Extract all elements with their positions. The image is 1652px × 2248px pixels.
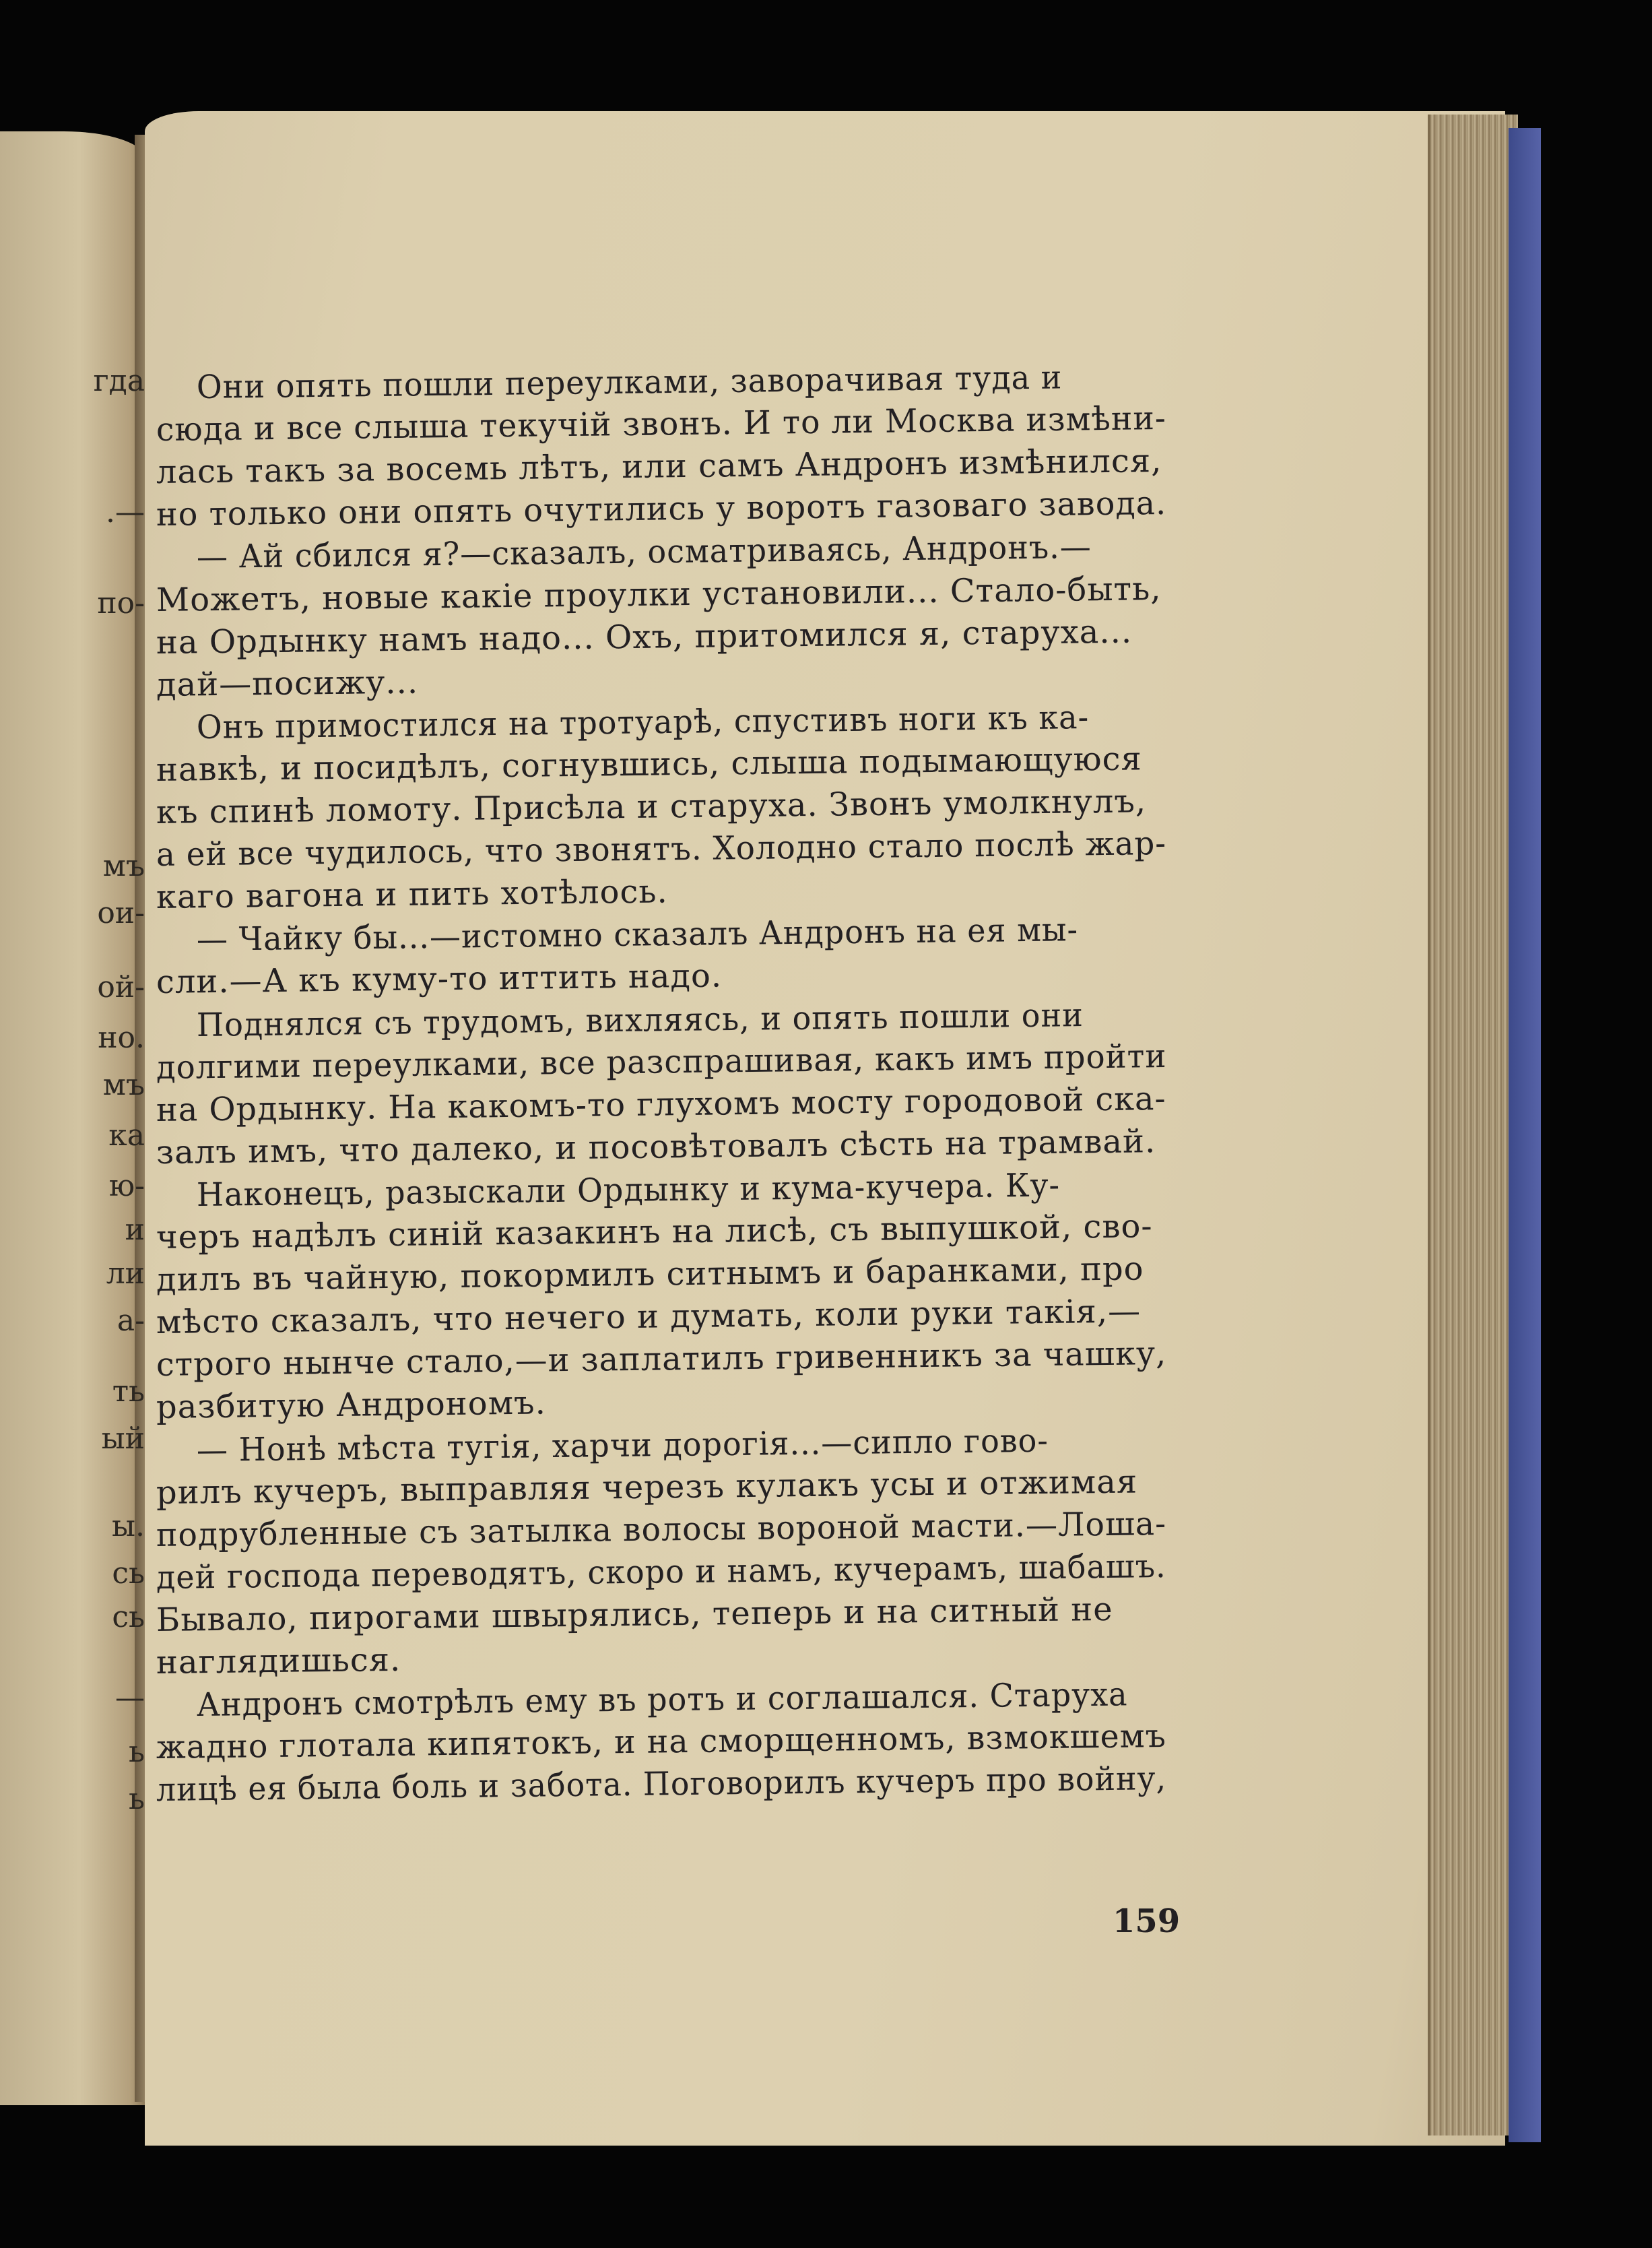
- text-line: Бывало, пирогами швырялись, теперь и на ситный не: [156, 1590, 1113, 1639]
- left-page-line: а-: [117, 1304, 145, 1338]
- left-page-line: ы.: [111, 1509, 145, 1543]
- dialogue-line: — Нонѣ мѣста тугія, харчи дорогія...—сипло гово-: [196, 1421, 1049, 1469]
- text-line: къ спинѣ ломоту. Присѣла и старуха. Звонъ умолкнулъ,: [156, 782, 1147, 831]
- page-edges: [1428, 115, 1518, 2135]
- left-page-line: но.: [98, 1021, 145, 1055]
- text-line: дилъ въ чайную, покормилъ ситнымъ и баранками, про: [156, 1250, 1144, 1299]
- text-line: Наконецъ, разыскали Ордынку и кума-кучера. Ку-: [196, 1166, 1061, 1214]
- left-page-line: ой-: [97, 970, 145, 1004]
- left-page-line: и: [125, 1213, 145, 1247]
- left-page-line: сь: [112, 1556, 145, 1591]
- text-line: но только они опять очутились у воротъ газоваго завода.: [156, 484, 1167, 534]
- left-page-line: —: [115, 1681, 145, 1715]
- text-line: залъ имъ, что далеко, и посовѣтовалъ сѣсть на трамвай.: [156, 1122, 1156, 1171]
- text-line: Можетъ, новые какіе проулки установили... Стало-быть,: [156, 569, 1162, 619]
- text-line: жадно глотала кипятокъ, и на сморщенномъ, взмокшемъ: [156, 1717, 1167, 1767]
- text-line: рилъ кучеръ, выправляя черезъ кулакъ усы и отжимая: [156, 1463, 1138, 1512]
- text-line: навкѣ, и посидѣлъ, согнувшись, слыша подымающуюся: [156, 740, 1143, 789]
- text-line: Поднялся съ трудомъ, вихляясь, и опять пошли они: [196, 996, 1084, 1044]
- text-line: лицѣ ея была боль и забота. Поговорилъ кучеръ про войну,: [156, 1760, 1167, 1809]
- text-line: Онъ примостился на тротуарѣ, спустивъ ноги къ ка-: [196, 698, 1090, 746]
- text-line: мѣсто сказалъ, что нечего и думать, коли руки такія,—: [156, 1292, 1142, 1342]
- dialogue-line: — Ай сбился я?—сказалъ, осматриваясь, Андронъ.—: [196, 528, 1092, 577]
- left-page-line: гда: [93, 364, 145, 398]
- left-page-line: .—: [106, 495, 145, 529]
- left-page-line: ои-: [97, 896, 145, 930]
- text-line: дай—посижу...: [156, 663, 419, 704]
- left-page-line: мъ: [102, 849, 145, 883]
- text-line: на Ордынку намъ надо... Охъ, притомился я, старуха...: [156, 612, 1133, 662]
- page-number: 159: [1113, 1902, 1181, 1940]
- text-line: наглядишься.: [156, 1640, 401, 1681]
- left-page-line: по-: [97, 586, 145, 620]
- left-page-line: ка: [108, 1118, 145, 1153]
- text-line: каго вагона и пить хотѣлось.: [156, 872, 669, 917]
- left-page-line: ь: [129, 1735, 145, 1769]
- text-line: Они опять пошли переулками, заворачивая туда и: [196, 358, 1063, 406]
- text-line: строго нынче стало,—и заплатилъ гривенникъ за чашку,: [156, 1335, 1167, 1384]
- text-line: лась такъ за восемь лѣтъ, или самъ Андронъ измѣнился,: [156, 442, 1162, 492]
- text-line: дей господа переводятъ, скоро и намъ, кучерамъ, шабашъ.: [156, 1547, 1166, 1597]
- left-page-line: ь: [129, 1782, 145, 1816]
- text-line: Андронъ смотрѣлъ ему въ ротъ и соглашался. Старуха: [196, 1675, 1128, 1725]
- book-cover-board: [1509, 128, 1541, 2142]
- left-page-line: ть: [112, 1374, 145, 1409]
- dialogue-line: — Чайку бы...—истомно сказалъ Андронъ на ея мы-: [196, 911, 1079, 959]
- text-line: на Ордынку. На какомъ-то глухомъ мосту городовой ска-: [156, 1079, 1166, 1129]
- left-page-line: ю-: [108, 1169, 145, 1203]
- text-line: разбитую Андрономъ.: [156, 1384, 547, 1427]
- text-line: а ей все чудилось, что звонятъ. Холодно стало послѣ жар-: [156, 825, 1167, 874]
- text-line: сли.—А къ куму-то иттить надо.: [156, 957, 723, 1002]
- text-line: подрубленные съ затылка волосы вороной масти.—Лоша-: [156, 1504, 1167, 1554]
- left-page-line: ли: [106, 1256, 145, 1291]
- left-page-line: сь: [112, 1600, 145, 1634]
- text-line: черъ надѣлъ синій казакинъ на лисѣ, съ выпушкой, сво-: [156, 1207, 1153, 1256]
- text-line: долгими переулками, все разспрашивая, какъ имъ пройти: [156, 1037, 1167, 1087]
- left-page-line: мъ: [102, 1068, 145, 1102]
- text-line: сюда и все слыша текучій звонъ. И то ли Москва измѣни-: [156, 399, 1167, 449]
- left-page-line: ый: [101, 1421, 145, 1456]
